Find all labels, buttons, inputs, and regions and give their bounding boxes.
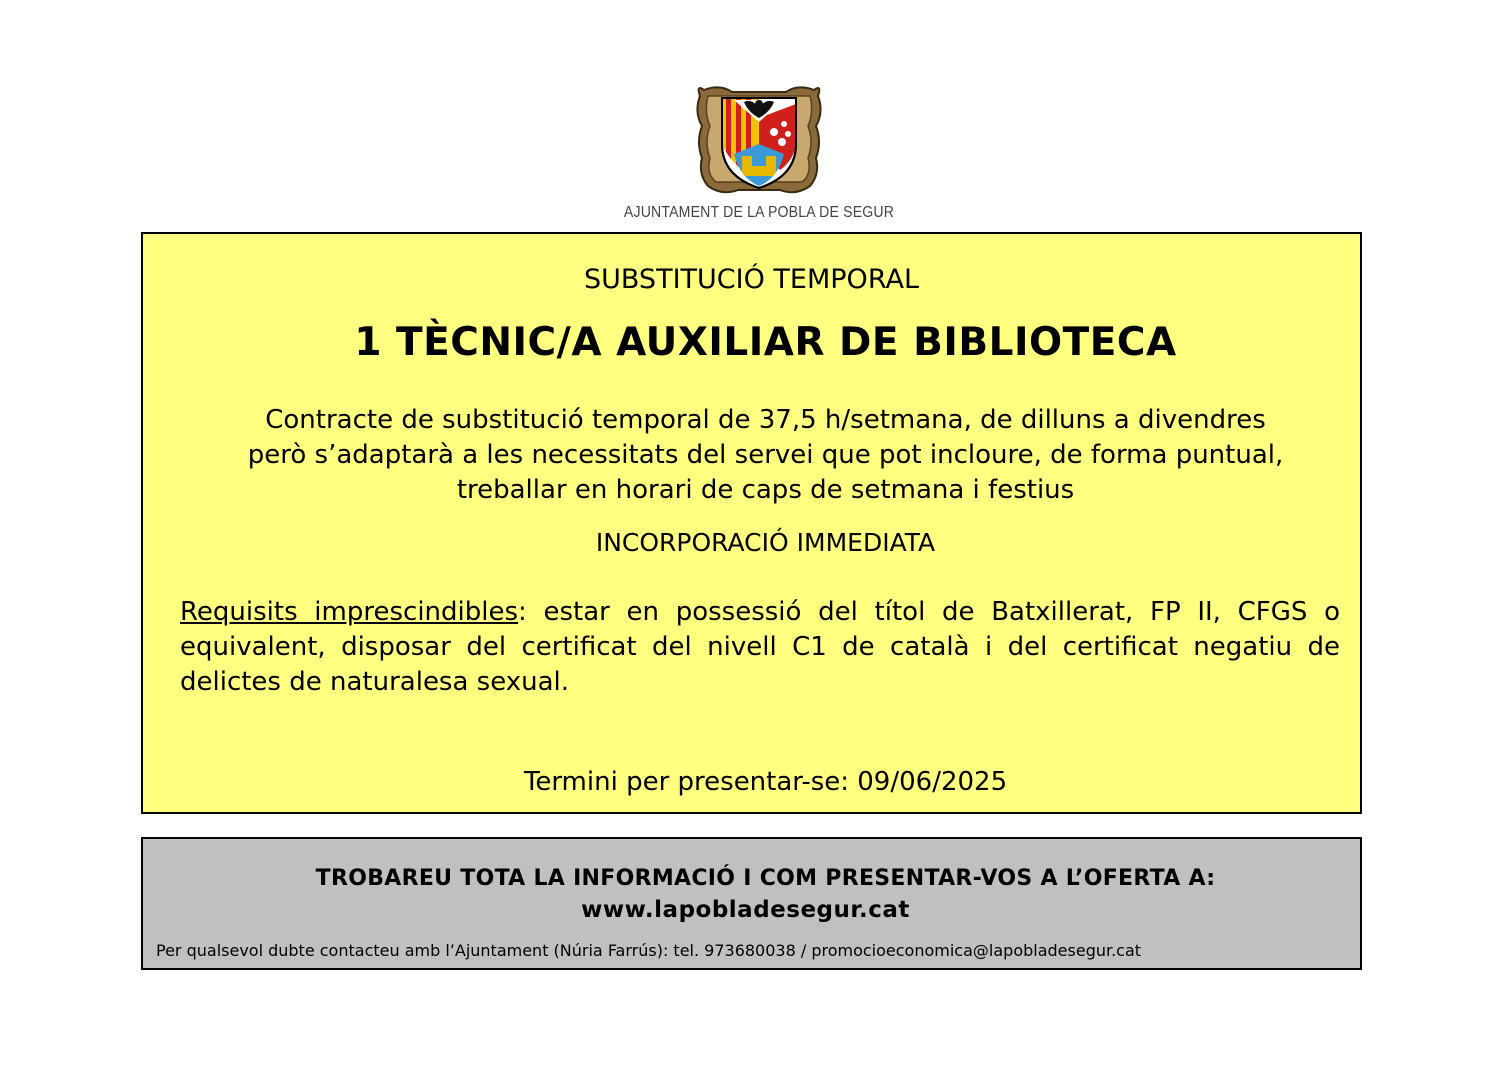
info-heading: TROBAREU TOTA LA INFORMACIÓ I COM PRESENTAR-VOS A L’OFERTA A:	[315, 866, 1216, 891]
coat-of-arms-icon	[694, 82, 824, 197]
requirements-text: : estar en possessió del títol de Batxillerat, FP II, CFGS o equivalent, disposar del certificat del nivell C1 de català i del certificat negatiu de delictes de naturalesa sexual.	[180, 597, 1340, 697]
contract-description	[173, 403, 1358, 508]
contract-line: treballar en horari de caps de setmana i festius	[456, 475, 1075, 505]
info-panel	[141, 837, 1362, 970]
website-link[interactable]: www.lapobladesegur.cat	[581, 897, 910, 923]
requirements-label: Requisits imprescindibles	[180, 597, 519, 627]
incorporation-notice: INCORPORACIÓ IMMEDIATA	[595, 528, 936, 557]
contract-line: Contracte de substitució temporal de 37,5 h/setmana, de dilluns a divendres	[265, 405, 1266, 435]
offer-title: 1 TÈCNIC/A AUXILIAR DE BIBLIOTECA	[354, 320, 1177, 365]
municipal-logo	[600, 82, 910, 227]
contract-line: però s’adaptarà a les necessitats del servei que pot incloure, de forma puntual,	[247, 440, 1284, 470]
offer-panel	[141, 232, 1362, 814]
offer-subtitle: SUBSTITUCIÓ TEMPORAL	[583, 264, 919, 295]
application-deadline: Termini per presentar-se: 09/06/2025	[523, 767, 1008, 797]
contact-line: Per qualsevol dubte contacteu amb l’Ajuntament (Núria Farrús): tel. 973680038 / promocioeconomica@lapobladesegur.cat	[156, 941, 1142, 960]
org-name: AJUNTAMENT DE LA POBLA DE SEGUR	[623, 204, 895, 221]
requirements	[180, 595, 1340, 700]
